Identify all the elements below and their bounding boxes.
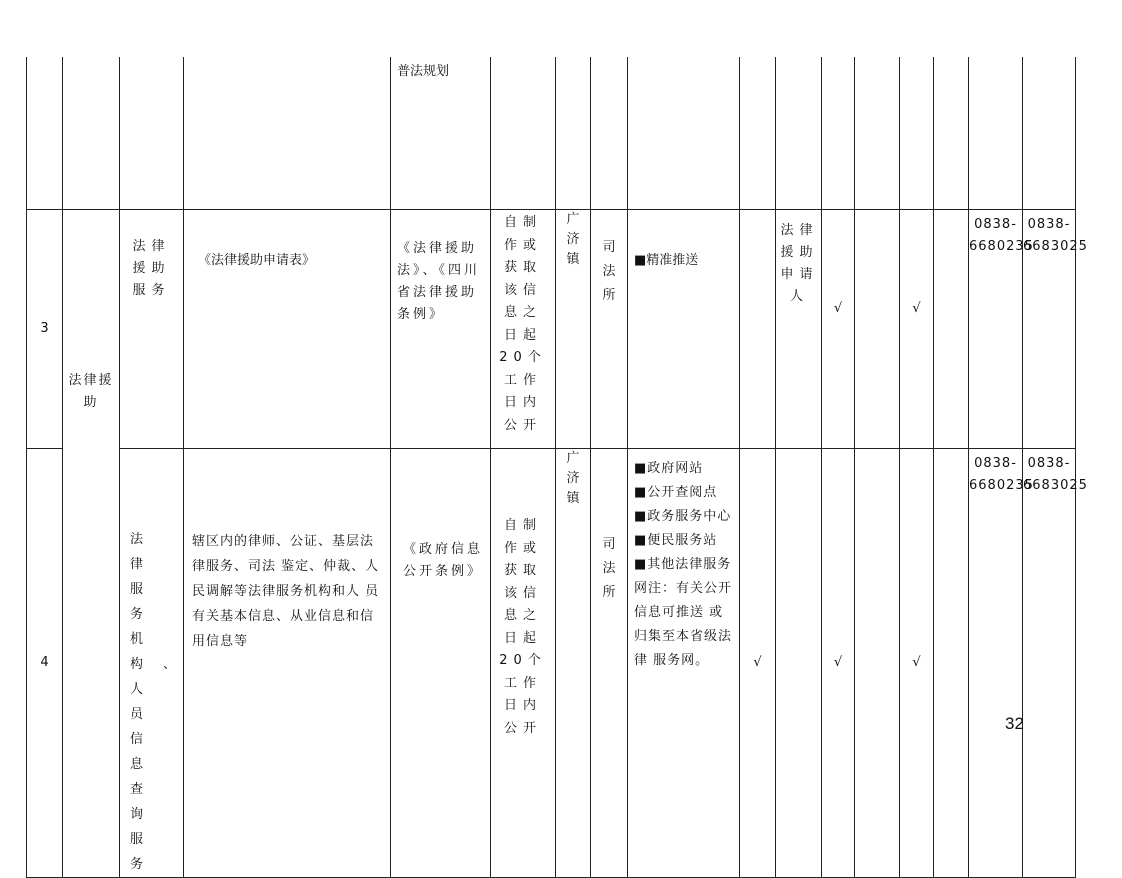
subject-level-text: 广济镇 — [566, 212, 580, 267]
phone-cell-1 — [969, 449, 1034, 878]
cell-phone — [1023, 57, 1076, 210]
cell-check — [934, 449, 969, 878]
check-cell — [822, 210, 855, 449]
channel-cell — [628, 210, 740, 449]
subject-office-cell — [591, 210, 628, 449]
channel-item: ■其他法律服务网注：有关公开信息可推送 或归集至本省级法律 服务网。 — [634, 557, 733, 668]
cell-channel — [628, 57, 740, 210]
cell-content — [184, 57, 391, 210]
category-label: 法律援助 — [68, 373, 114, 410]
cell-check — [855, 210, 900, 449]
cell-check — [900, 57, 934, 210]
phone-cell-2 — [1023, 210, 1088, 449]
cell-phone — [969, 57, 1023, 210]
subject-level-cell — [556, 449, 591, 878]
cell-subitem — [120, 57, 184, 210]
cell-category — [63, 57, 120, 210]
content-text: 辖区内的律师、公证、基层法律服务、司法 鉴定、仲裁、人民调解等法律服务机构和人 员有关基本信息、从业信息和信用信息等 — [192, 534, 380, 649]
content-text: 《法律援助申请表》 — [198, 253, 316, 268]
channel-item: ■公开查阅点 — [634, 485, 718, 500]
cell-check — [934, 210, 969, 449]
cell-check — [740, 57, 776, 210]
cell-index — [27, 57, 63, 210]
check-cell — [822, 449, 855, 878]
channel-text: ■精准推送 — [634, 253, 699, 268]
cell-check — [822, 57, 855, 210]
channel-item: ■政府网站 — [634, 461, 704, 476]
basis-text: 《法律援助法》、《四川省法律援助条例》 — [397, 241, 481, 322]
check-cell — [740, 449, 776, 878]
cell-subject-office — [591, 57, 628, 210]
cell-check — [740, 210, 776, 449]
cell-target — [776, 57, 822, 210]
subitem-cell — [120, 210, 184, 449]
subject-level-cell — [556, 210, 591, 449]
subitem-text: 法律援助服务 — [132, 239, 171, 298]
check-mark-icon: √ — [833, 301, 843, 316]
subject-office-text: 司法所 — [602, 240, 616, 303]
page-number: 32 — [1005, 714, 1024, 733]
cell-time-limit — [491, 57, 556, 210]
check-mark-icon: √ — [753, 655, 762, 670]
subject-office-text: 司法所 — [602, 537, 616, 600]
channel-item: ■政务服务中心 — [634, 509, 732, 524]
category-cell — [63, 210, 120, 878]
cell-check — [855, 449, 900, 878]
basis-cell — [391, 449, 491, 878]
check-mark-icon: √ — [912, 301, 921, 316]
target-text: 法律援助申请人 — [780, 223, 819, 304]
target-cell — [776, 210, 822, 449]
content-cell — [184, 210, 391, 449]
time-limit-cell — [491, 210, 556, 449]
cell-subject-level — [556, 57, 591, 210]
basis-text: 普法规划 — [397, 64, 450, 79]
channel-item: ■便民服务站 — [634, 533, 718, 548]
check-mark-icon: √ — [912, 655, 921, 670]
check-cell — [900, 210, 934, 449]
basis-text: 《政府信息公开条例》 — [403, 542, 484, 579]
check-cell — [900, 449, 934, 878]
cell-check — [855, 57, 900, 210]
time-limit-cell — [491, 449, 556, 878]
cell-check — [934, 57, 969, 210]
disclosure-table — [26, 57, 1088, 878]
row-index: 4 — [27, 449, 63, 878]
subject-level-text: 广济镇 — [566, 451, 580, 506]
basis-cell — [391, 210, 491, 449]
cell-basis — [391, 57, 491, 210]
time-limit-text: 自制作或获取该信息之日起20个工作日内公开 — [499, 518, 547, 736]
channel-cell — [628, 449, 740, 878]
subitem-cell — [120, 449, 197, 878]
check-mark-icon: √ — [833, 655, 843, 670]
phone-number: 0838-6680235 — [969, 217, 1034, 254]
phone-number: 0838-6683025 — [1023, 217, 1088, 254]
subitem-text: 法律服务机构、人员信息查询服务 — [130, 532, 197, 872]
phone-number: 0838-6680235 — [969, 456, 1034, 493]
content-cell — [184, 449, 391, 878]
phone-cell-1 — [969, 210, 1034, 449]
row-index: 3 — [27, 210, 63, 449]
table-row — [27, 449, 1076, 878]
table-row — [27, 210, 1076, 449]
phone-cell-2 — [1023, 449, 1088, 878]
cell-target — [776, 449, 822, 878]
time-limit-text: 自制作或获取该信息之日起20个工作日内公开 — [499, 215, 547, 433]
phone-number: 0838-6683025 — [1023, 456, 1088, 493]
table-row — [27, 57, 1076, 210]
subject-office-cell — [591, 449, 628, 878]
